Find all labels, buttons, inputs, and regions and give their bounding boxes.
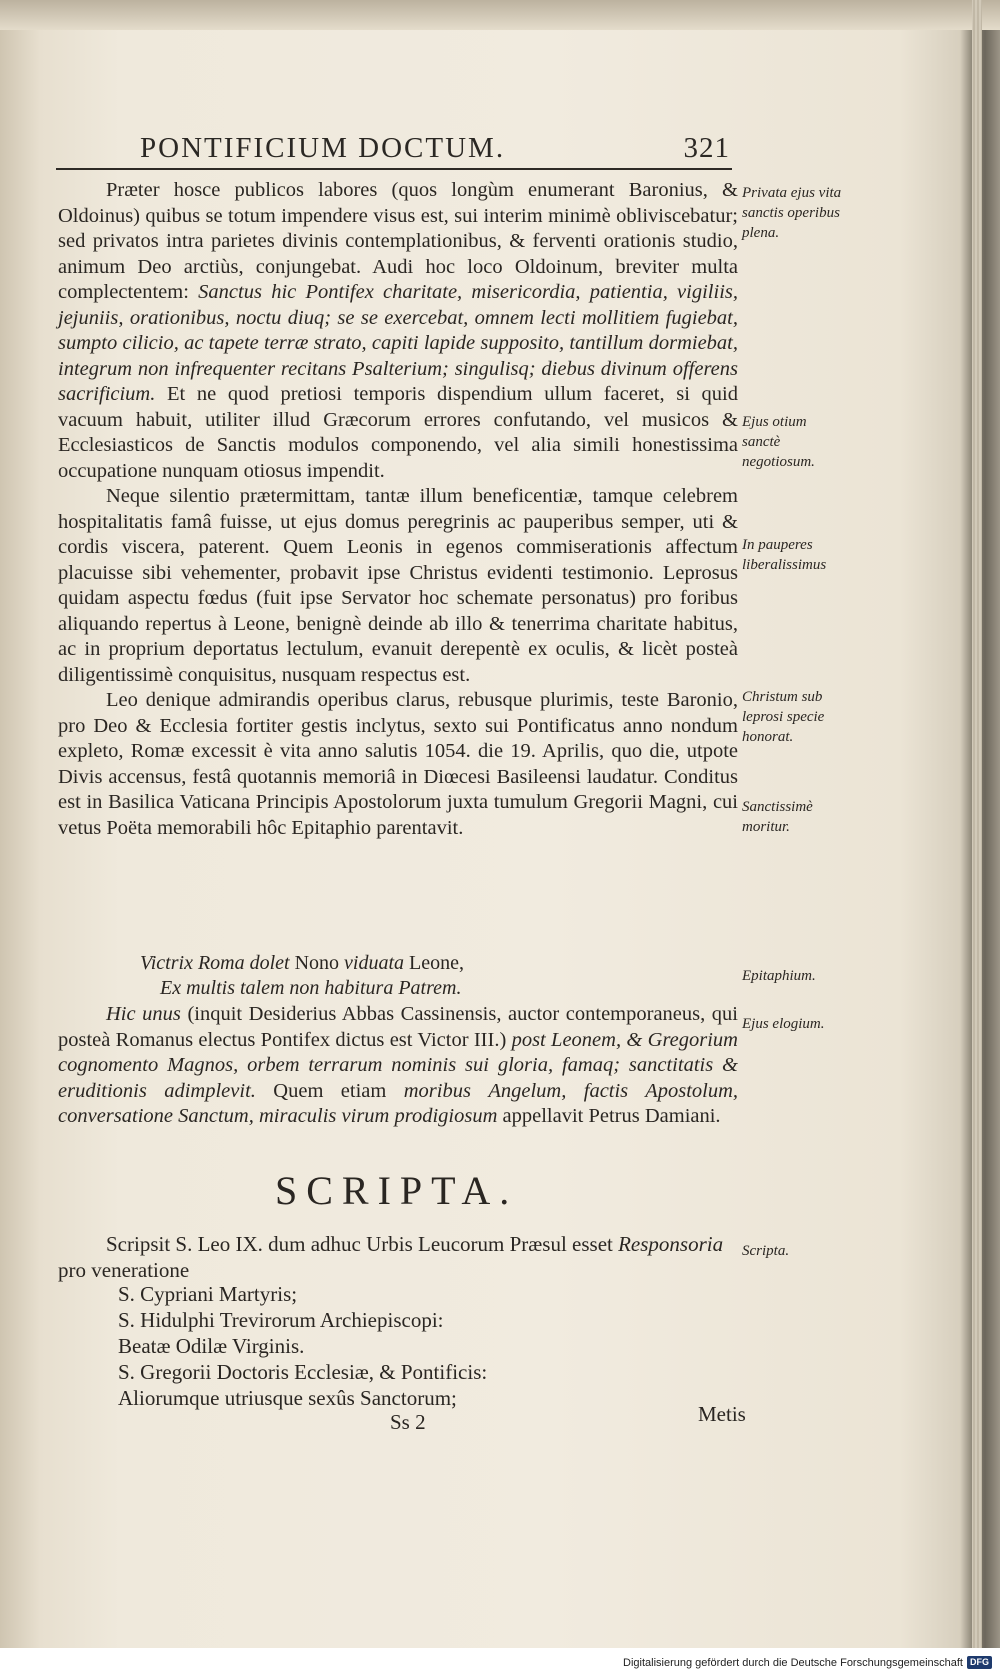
epitaph-line-2: Ex multis talem non habitura Patrem.	[160, 977, 462, 999]
body-text	[58, 178, 738, 841]
list-item: S. Hidulphi Trevirorum Archiepiscopi:	[118, 1308, 444, 1332]
scripta-intro: Scripsit S. Leo IX. dum adhuc Urbis Leucorum Præsul esset Responsoria pro veneratione	[58, 1232, 724, 1282]
margin-note: Sanctissimè moritur.	[742, 799, 813, 835]
digitization-credit	[623, 1656, 992, 1669]
margin-note: In pauperes liberalissimus	[742, 537, 827, 573]
header-rule	[56, 168, 732, 170]
list-item: Beatæ Odilæ Virginis.	[118, 1334, 305, 1358]
oldoinus-quote: Sanctus hic Pontifex charitate, misericordia, patientia, vigiliis, jejuniis, orationibus, noctu diuq; se se exercebat, omnem lecti mollitiem fugiebat, sumpto cilicio, ac tapete terræ strato, capiti lapide supposito, tantillum dormiebat, integrum non infrequenter recitans Psalterium; singulisq; diebus divinum offerens sacrificium.	[58, 281, 738, 405]
dfg-logo: DFG	[967, 1656, 992, 1669]
scripta-list	[118, 1281, 487, 1411]
scripta-heading: SCRIPTA.	[275, 1168, 519, 1213]
margin-note: Ejus elogium.	[742, 1016, 825, 1032]
header-title: PONTIFICIUM DOCTUM.	[140, 132, 506, 164]
paragraph-4: Hic unus (inquit Desiderius Abbas Cassinensis, auctor contemporaneus, qui posteà Romanus electus Pontifex dictus est Victor III.) post Leonem, & Gregorium cognomento Magnos, orbem terrarum nominis sui gloria, famaq; sanctitatis & eruditionis adimplevit. Quem etiam moribus Angelum, factis Apostolum, conversatione Sanctum, miraculis virum prodigiosum appellavit Petrus Damiani.	[58, 1003, 739, 1127]
margin-note: Privata ejus vita sanctis operibus plena.	[742, 185, 842, 241]
signature-mark: Ss 2	[390, 1410, 426, 1434]
list-item: S. Gregorii Doctoris Ecclesiæ, & Pontificis:	[118, 1360, 488, 1384]
catchword: Metis	[698, 1402, 746, 1426]
paragraph-2: Neque silentio prætermittam, tantæ illum beneficentiæ, tamque celebrem hospitalitatis famâ fuisse, ut ejus domus peregrinis ac pauperibus semper, uti & cordis viscera, paterent. Quem Leonis in egenos commiserationis affectum placuisse sibi vehementer, probavit ipse Christus evidenti testimonio. Leprosus quidam aspectu fœdus (fuit ipse Servator hoc schemate personatus) pro foribus aliquando repertus à Leone, benignè deinde ab illo & tenerrima charitate habitus, ac in proprium deportatus lectulum, evanuit derepentè ex oculis, & licèt posteà diligentissimè conquisitus, nusquam respectus est.	[58, 485, 738, 686]
paragraph-1: Præter hosce publicos labores (quos longùm enumerant Baronius, & Oldoinus) quibus se totum impendere visus est, sui interim minimè obliviscebatur; sed privatos intra parietes divinis contemplationibus, & ferventi orationis studio, animum Deo arctiùs, conjungebat. Audi hoc loco Oldoinum, breviter multa complectentem: Sanctus hic Pontifex charitate, misericordia, patientia, vigiliis, jejuniis, orationibus, noctu diuq; se se exercebat, omnem lecti mollitiem fugiebat, sumpto cilicio, ac tapete terræ strato, capiti lapide supposito, tantillum dormiebat, integrum non infrequenter recitans Psalterium; singulisq; diebus divinum offerens sacrificium. Et ne quod pretiosi temporis dispendium ullum faceret, si quid vacuum habuit, utiliter illud Græcorum errores confutando, vel musicos & Ecclesiasticos de Sanctis modulos componendo, vel alia simili honestissima occupatione nunquam otiosus impendit.	[58, 179, 738, 482]
list-item: Aliorumque utriusque sexûs Sanctorum;	[118, 1386, 457, 1410]
epitaph-line-1: Victrix Roma dolet Nono viduata Leone,	[140, 952, 465, 974]
running-header	[140, 132, 730, 165]
margin-note: Epitaphium.	[742, 968, 816, 984]
paragraph-3: Leo denique admirandis operibus clarus, rebusque plurimis, teste Baronio, pro Deo & Ecclesia fortiter gestis inclytus, sexto sui Pontificatus anno nondum expleto, Romæ excessit è vita anno salutis 1054. die 19. Aprilis, quo die, utpote Divis accensus, festâ quotannis memoriâ in Diœcesi Basileensi laudatur. Conditus est in Basilica Vaticana Principis Apostolorum juxta tumulum Gregorii Magni, cui vetus Poëta memorabili hôc Epitaphio parentavit.	[58, 689, 738, 839]
list-item: S. Cypriani Martyris;	[118, 1282, 298, 1306]
footer-text: Digitalisierung gefördert durch die Deutsche Forschungsgemeinschaft	[623, 1656, 963, 1669]
page-edge	[972, 0, 982, 1648]
margin-note: Christum sub leprosi specie honorat.	[742, 689, 825, 745]
page-number: 321	[683, 132, 730, 164]
margin-note: Ejus otium sanctè negotiosum.	[742, 414, 815, 470]
margin-note: Scripta.	[742, 1243, 790, 1259]
